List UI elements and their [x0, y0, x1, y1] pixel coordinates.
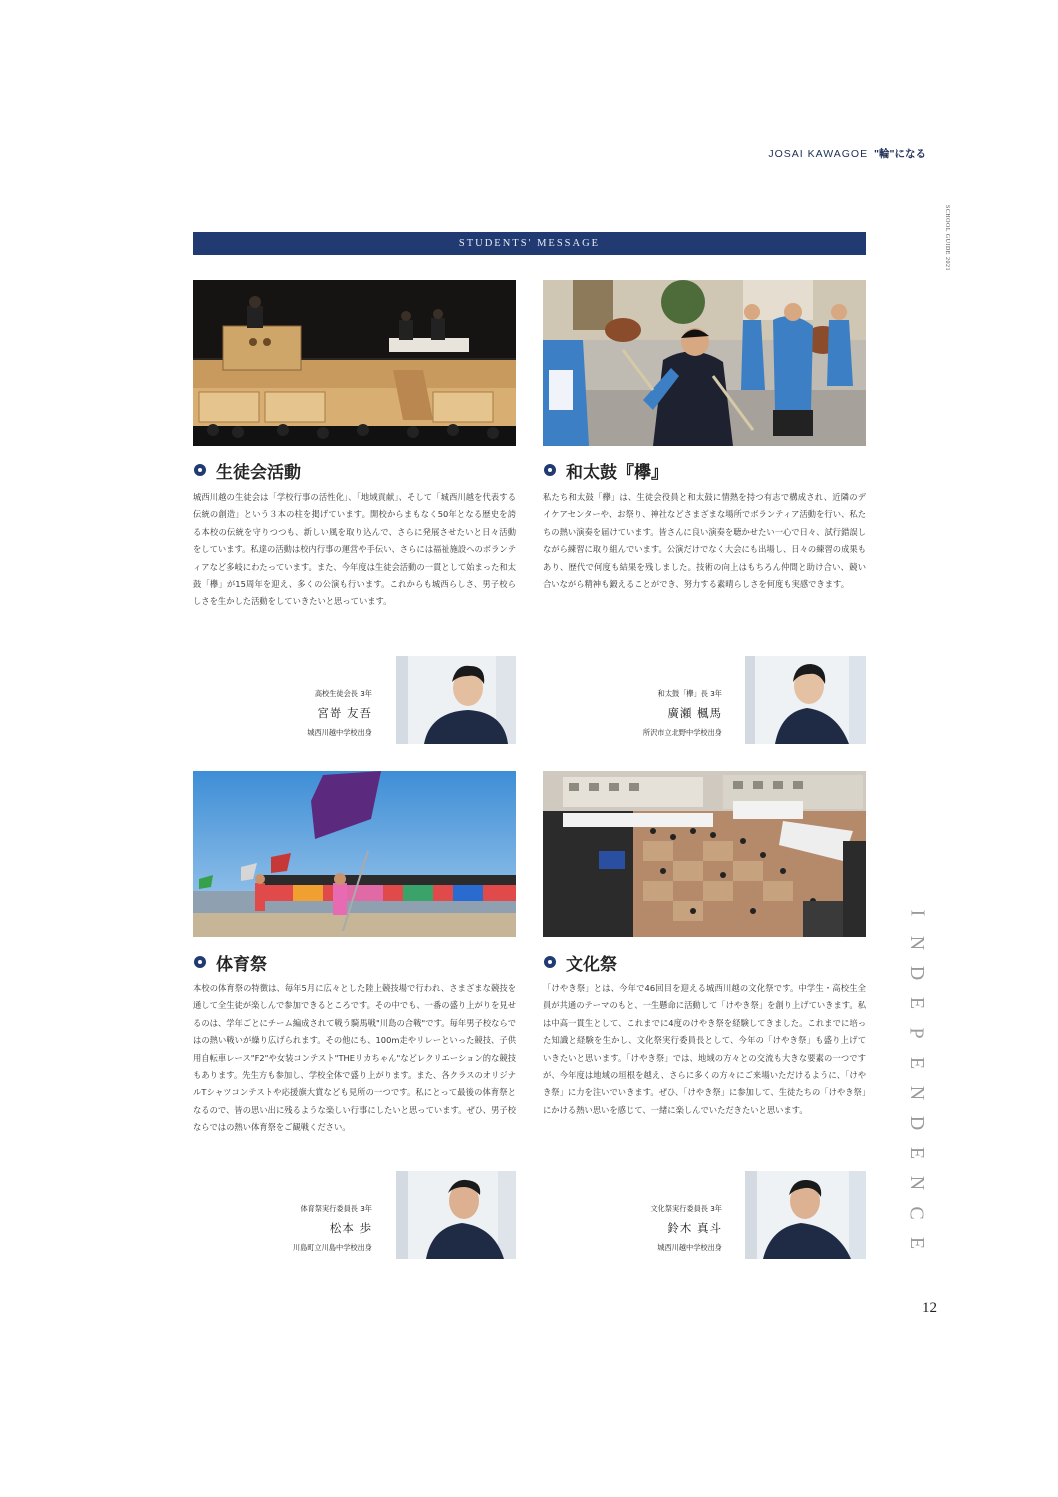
council-body: 城西川越の生徒会は「学校行事の活性化」、「地域貢献」、そして「城西川越を代表する伝統の創造」という３本の柱を掲げています。開校からまもなく50年となる歴史を誇る本校の伝統を守りつつも、新しい風を取り込んで、さらに発展させたいと日々活動をしています。私達の活動は校内行事の運営や手伝い、さらには福祉施設へのボランティアなど多岐にわたっています。また、今年度は生徒会活動の一貫として始まった和太鼓「欅」が15周年を迎え、多くの公演も行います。これからも城西らしさ、男子校らしさを生かした活動をしていきたいと思っています。 — [193, 492, 516, 607]
side-word-letter: E — [906, 996, 928, 1010]
culture-profile — [598, 1204, 722, 1253]
side-word-letter: P — [906, 1027, 928, 1039]
taiko-role: 和太鼓「欅」長 3年 — [657, 689, 722, 698]
sports-title — [194, 951, 267, 973]
culture-body: 「けやき祭」とは、今年で46回目を迎える城西川越の文化祭です。中学生・高校生全員が共通のテーマのもと、一生懸命に活動して「けやき祭」を創り上げていきます。私は中高一貫生として、これまでに4度のけやき祭を経験してきました。これまでに培った知識と経験を生かし、文化祭実行委員長として、今年の「けやき祭」も盛り上げていきたいと思います。「けやき祭」では、地域の方々との交流も大きな要素の一つですが、今年度は地域の垣根を越え、さらに多くの方々にご来場いただけるように、「けやき祭」に力を注いでいきます。ぜひ、「けやき祭」に参加して、生徒たちの「けやき祭」にかける熱い思いを感じて、一緒に楽しんでいただきたいと思います。 — [543, 983, 866, 1115]
culture-title-text: 文化祭 — [566, 954, 617, 975]
sports-photo — [193, 771, 516, 937]
bullet-icon — [194, 464, 206, 476]
section-banner: STUDENTS' MESSAGE — [193, 232, 866, 255]
culture-title — [544, 951, 617, 973]
bullet-icon — [544, 956, 556, 968]
culture-portrait — [745, 1171, 866, 1259]
bullet-icon — [194, 956, 206, 968]
sports-portrait — [396, 1171, 516, 1259]
culture-school: 城西川越中学校出身 — [657, 1243, 722, 1252]
page-number: 12 — [922, 1300, 937, 1316]
side-word-letter: D — [905, 1115, 928, 1131]
sports-name: 松本 歩 — [329, 1221, 372, 1235]
taiko-title — [544, 459, 668, 481]
council-portrait — [396, 656, 516, 744]
culture-name: 鈴木 真斗 — [667, 1221, 722, 1235]
side-word-letter: D — [905, 965, 928, 981]
taiko-photo — [543, 280, 866, 446]
taiko-profile — [598, 689, 722, 738]
council-title — [194, 459, 301, 481]
taiko-title-text: 和太鼓『欅』 — [566, 462, 668, 483]
header-brand — [768, 146, 926, 161]
sports-profile — [250, 1204, 372, 1253]
taiko-portrait — [745, 656, 866, 744]
brand-name: JOSAI KAWAGOE — [768, 148, 869, 160]
sports-title-text: 体育祭 — [216, 954, 267, 975]
culture-role: 文化祭実行委員長 3年 — [650, 1204, 722, 1213]
taiko-name: 廣瀬 楓馬 — [667, 706, 722, 720]
side-word-letter: C — [906, 1206, 928, 1220]
side-word-letter: N — [905, 1085, 928, 1101]
council-profile — [250, 689, 372, 738]
council-photo — [193, 280, 516, 446]
bullet-icon — [544, 464, 556, 476]
council-name: 宮嵜 友吾 — [317, 706, 372, 720]
council-school: 城西川越中学校出身 — [307, 728, 372, 737]
culture-photo — [543, 771, 866, 937]
side-word-letter: I — [905, 909, 928, 917]
side-guide-label: SCHOOL GUIDE 2021 — [944, 205, 950, 271]
taiko-body: 私たち和太鼓「欅」は、生徒会役員と和太鼓に情熱を持つ有志で構成され、近隣のデイケアセンターや、お祭り、神社などさまざまな場所でボランティア活動を行い、私たちの熱い演奏を届けています。皆さんに良い演奏を聴かせたい一心で日々、試行錯誤しながら練習に取り組んでいます。公演だけでなく大会にも出場し、日々の練習の成果もあり、歴代で何度も結果を残しました。技術の向上はもちろん仲間と助け合い、競い合いながら精神も鍛えることができ、努力する素晴らしさを何度も実感できます。 — [543, 492, 866, 590]
sports-role: 体育祭実行委員長 3年 — [300, 1204, 372, 1213]
side-word-letter: E — [906, 1146, 928, 1160]
taiko-school: 所沢市立北野中学校出身 — [642, 728, 722, 737]
brand-tagline: "輪"になる — [874, 148, 926, 160]
council-role: 高校生徒会長 3年 — [314, 689, 372, 698]
side-word-letter: N — [905, 935, 928, 951]
council-title-text: 生徒会活動 — [216, 462, 301, 483]
side-word-letter: N — [905, 1175, 928, 1191]
side-word-letter: E — [906, 1056, 928, 1070]
sports-school: 川島町立川島中学校出身 — [292, 1243, 372, 1252]
side-word-letter: E — [906, 1236, 928, 1250]
side-independence — [904, 898, 930, 1258]
sports-body: 本校の体育祭の特徴は、毎年5月に広々とした陸上競技場で行われ、さまざまな競技を通して全生徒が楽しんで参加できるところです。その中でも、一番の盛り上がりを見せるのは、学年ごとにチーム編成されて戦う騎馬戦"川島の合戦"です。毎年男子校ならではの熱い戦いが繰り広げられます。その他にも、100m走やリレーといった競技、子供用自転車レース"F2"や女装コンテスト"THEリカちゃん"などレクリエーション的な競技もあります。先生方も参加し、学校全体で盛り上がります。また、各クラスのオリジナルTシャツコンテストや応援旗大賞なども見所の一つです。私にとって最後の体育祭となるので、皆の思い出に残るような楽しい行事にしたいと思っています。ぜひ、男子校ならではの熱い体育祭をご観戦ください。 — [193, 983, 516, 1133]
